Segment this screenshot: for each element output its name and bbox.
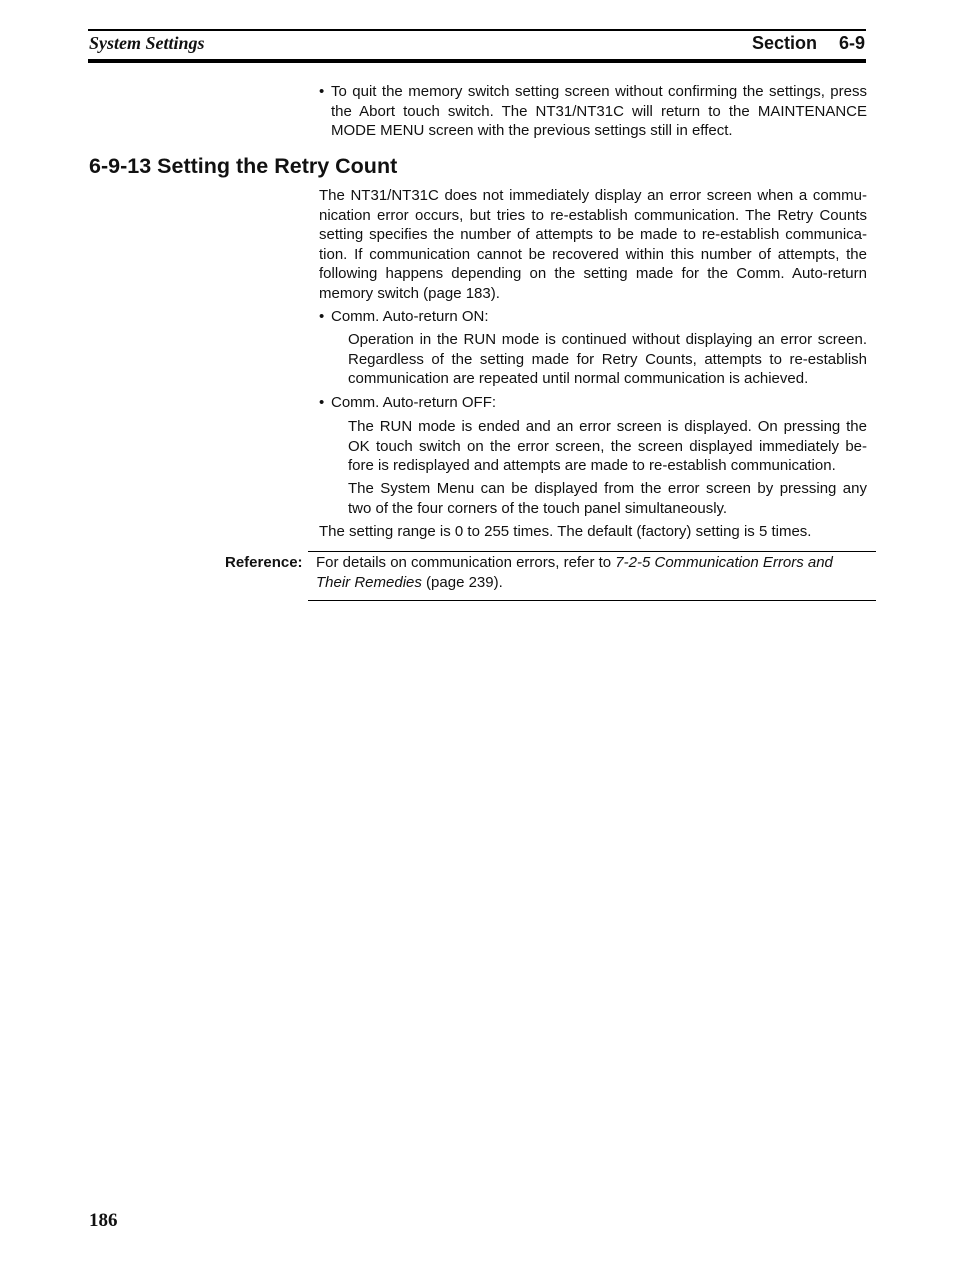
on-item-bullet — [319, 307, 867, 327]
on-item-label: Comm. Auto-return ON: — [331, 308, 489, 325]
reference-post: (page 239). — [421, 573, 503, 591]
range-text: The setting range is 0 to 255 times. The default (factory) setting is 5 times. — [319, 523, 812, 540]
intro-bullet — [319, 82, 867, 141]
bullet-dot: • — [319, 83, 325, 100]
off-item-label: Comm. Auto-return OFF: — [331, 394, 497, 411]
running-header-title: System Settings — [89, 33, 205, 53]
heading-title: Setting the Retry Count — [157, 154, 398, 178]
paragraph-1: The NT31/NT31C does not immediately display an error screen when a commu-nication error occurs, but tries to re-establish communication. The Retry Counts setting specifies the number of attempts to be made to re-establish communica-tion. If communication cannot be recovered within this number of attempts, the following happens depending on the setting made for the Comm. Auto-return memory switch (page 183). — [319, 187, 867, 302]
page-number: 186 — [89, 1210, 118, 1231]
reference-text — [316, 553, 868, 592]
header-rule-top — [88, 29, 866, 31]
heading-number: 6-9-13 — [89, 154, 152, 178]
reference-rule-top — [308, 551, 876, 552]
intro-bullet-text: To quit the memory switch setting screen without confirming the settings, press the Abort touch switch. The NT31/NT31C will return to the MAINTENANCE MODE MENU screen with the previous settings still in effect. — [331, 83, 867, 139]
bullet-dot: • — [319, 394, 325, 411]
section-heading — [89, 154, 397, 179]
off-item-bullet — [319, 393, 867, 413]
header-rule-bottom — [88, 59, 866, 63]
reference-pre: For details on communication errors, refer to — [316, 554, 616, 571]
bullet-dot: • — [319, 308, 325, 325]
reference-rule-bottom — [308, 600, 876, 601]
off-item-text-1: The RUN mode is ended and an error screen is displayed. On pressing the OK touch switch on the error screen, the screen displayed immediately be-fore is redisplayed and attempts are made to re-establish communication. — [348, 418, 867, 474]
reference-link: 7-2-5 Communication Errors and Their Remedies — [316, 554, 833, 591]
section-label: Section — [751, 33, 817, 53]
running-header-section — [752, 33, 865, 54]
section-number: 6-9 — [838, 33, 865, 53]
off-item-text-2: The System Menu can be displayed from the error screen by pressing any two of the four corners of the touch panel simultaneously. — [348, 480, 867, 517]
on-item-text: Operation in the RUN mode is continued without displaying an error screen. Regardless of the setting made for Retry Counts, attempts to re-establish communication are repeated until normal communication is achieved. — [348, 331, 867, 387]
reference-label: Reference: — [225, 554, 303, 571]
